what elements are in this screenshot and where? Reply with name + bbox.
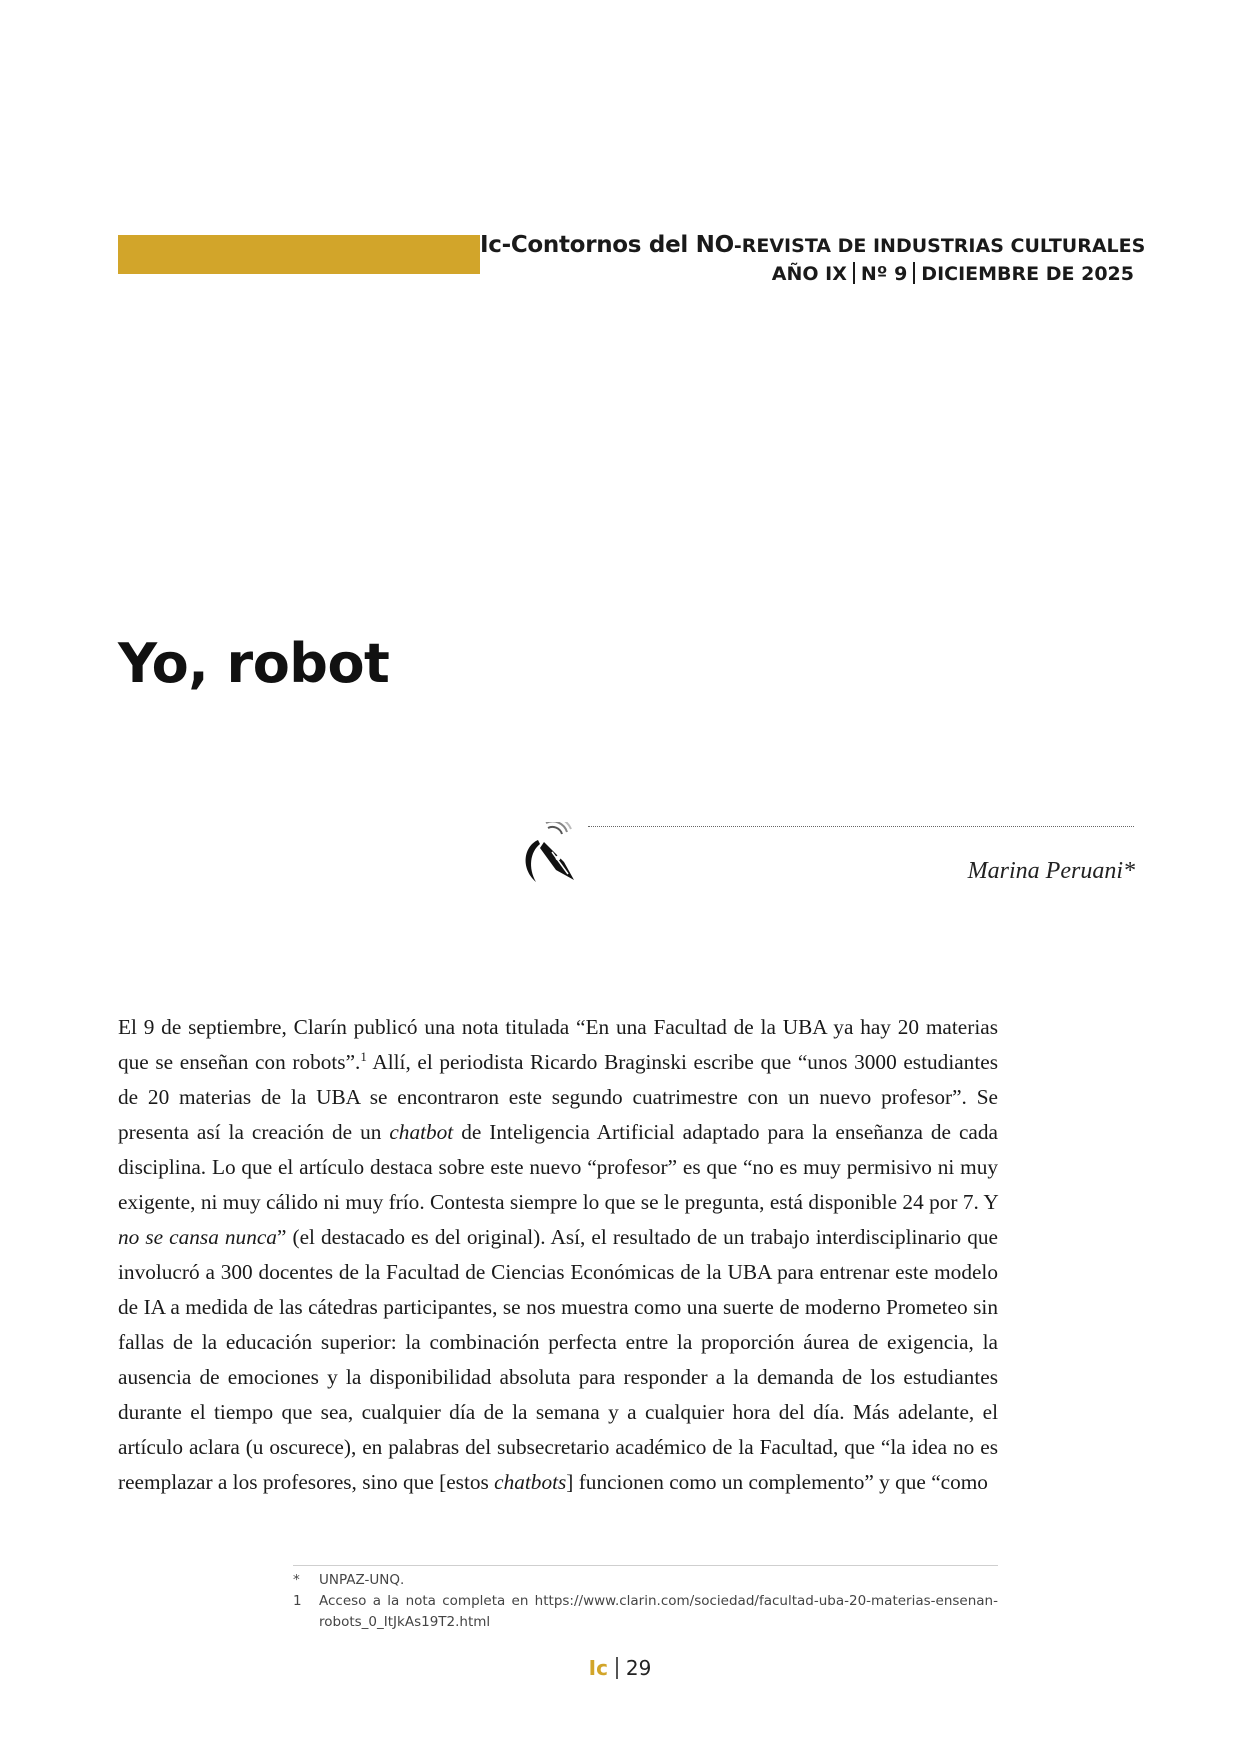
emphasis-text: chatbot [389,1120,454,1144]
journal-issue-info [600,262,1134,285]
article-body [118,1010,998,1500]
separator [616,1657,618,1679]
footnotes [293,1570,998,1633]
journal-title [480,232,1146,258]
journal-date: DICIEMBRE DE 2025 [921,263,1134,285]
footer-brand: Ic [588,1656,608,1680]
footnote-mark: * [293,1572,300,1588]
emphasis-text: chatbots [494,1470,567,1494]
footnote [293,1570,998,1591]
separator [913,262,915,284]
pen-nib-icon [518,822,590,894]
footnote-reference[interactable]: 1 [360,1048,367,1064]
body-text-segment: El 9 de septiembre, Clarín publicó una nota titulada “En una Facultad de la UBA ya hay 20 materias que se enseñan con robots”. [118,1015,998,1074]
page-number: 29 [625,1656,652,1680]
journal-name: Ic-Contornos del NO [480,232,734,258]
journal-subtitle: -REVISTA DE INDUSTRIAS CULTURALES [733,235,1146,257]
footnote-text[interactable]: Acceso a la nota completa en https://www.clarin.com/sociedad/facultad-uba-20-materias-ensenan-robots_0_ItJkAs19T2.html [319,1593,998,1630]
article-author: Marina Peruani* [967,858,1135,884]
footnote-mark: 1 [293,1593,302,1609]
body-text-segment: ” (el destacado es del original). Así, el resultado de un trabajo interdisciplinario que involucró a 300 docentes de la Facultad de Ciencias Económicas de la UBA para entrenar este modelo de IA a medida de las cátedras participantes, se nos muestra como una suerte de moderno Prometeo sin fallas de la educación superior: la combinación perfecta entre la proporción áurea de exigencia, la ausencia de emociones y la disponibilidad absoluta para responder a la demanda de los estudiantes durante el tiempo que sea, cualquier día de la semana y a cualquier hora del día. Más adelante, el artículo aclara (u oscurece), en palabras del subsecretario académico de la Facultad, que “la idea no es reemplazar a los profesores, sino que [estos [118,1225,998,1494]
separator [853,262,855,284]
body-text-segment: Allí, el periodista Ricardo Braginski escribe que “unos 3000 estudiantes de 20 materias de la UBA se encontraron este segundo cuatrimestre con un nuevo profesor”. Se presenta así la creación de un [118,1050,998,1144]
body-text-segment: ] funcionen como un complemento” y que “como [566,1470,988,1494]
journal-year: AÑO IX [771,263,847,285]
header-accent-bar [118,235,480,274]
author-divider [588,826,1134,827]
footnote [293,1591,998,1633]
emphasis-text: no se cansa nunca [118,1225,277,1249]
footnote-text: UNPAZ-UNQ. [319,1572,405,1588]
page-footer [0,1656,1240,1680]
article-title: Yo, robot [118,632,390,695]
body-text-segment: de Inteligencia Artificial adaptado para la enseñanza de cada disciplina. Lo que el artículo destaca sobre este nuevo “profesor” es que “no es muy permisivo ni muy exigente, ni muy cálido ni muy frío. Contesta siempre lo que se le pregunta, está disponible 24 por 7. Y [118,1120,998,1214]
footnote-divider [293,1565,998,1566]
body-paragraph [118,1010,998,1500]
journal-issue: Nº 9 [860,263,908,285]
